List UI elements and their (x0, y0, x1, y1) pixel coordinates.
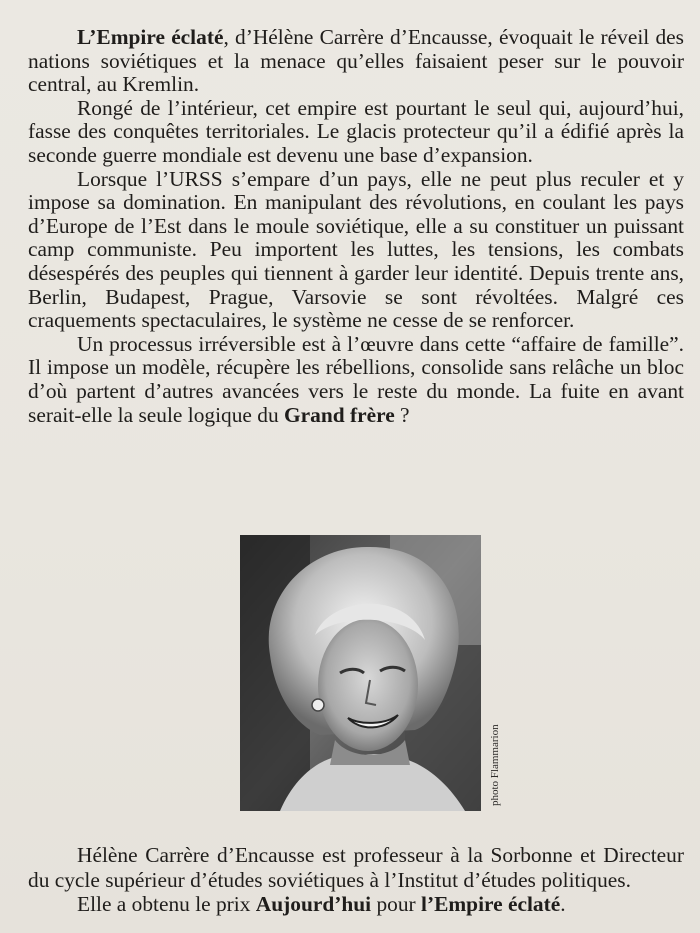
paragraph-3: Lorsque l’URSS s’empare d’un pays, elle ne peut plus reculer et y impose sa domination. En manipulant des révolutions, en coulant les pays d’Europe de l’Est dans le moule soviétique, elle a su constituer un puissant camp communiste. Peu importent les luttes, les tensions, les combats désespérés des peuples qui tiennent à garder leur identité. Depuis trente ans, Berlin, Budapest, Prague, Varsovie se sont révoltées. Malgré ces craquements spectaculaires, le système ne cesse de se renforcer. (28, 166, 684, 333)
book-title-bold: L’Empire éclaté (77, 25, 224, 49)
grand-frere-bold: Grand frère (284, 402, 395, 427)
paragraph-4-text: Un processus irréversible est à l’œuvre dans cette “affaire de famille”. Il impose un modèle, récupère les rébellions, consolide sans relâche un bloc d’où partent d’autres avancées vers le reste du monde. La fuite en avant serait-elle la seule logique du (28, 331, 684, 427)
author-bio (28, 843, 684, 917)
paragraph-1 (28, 26, 684, 97)
bio-prize-mid: pour (371, 892, 422, 916)
book-title-bold-2: l’Empire éclaté (421, 892, 561, 916)
author-portrait-photo (240, 535, 481, 811)
portrait-image (240, 535, 481, 811)
prize-name-bold: Aujourd’hui (255, 892, 372, 916)
paragraph-4 (28, 333, 684, 427)
paragraph-4-tail: ? (394, 402, 410, 427)
paragraph-1-text: , d’Hélène Carrère d’Encausse, évoquait le réveil des nations soviétiques et la menace qu’elles faisaient peser sur le pouvoir central, au Kremlin. (28, 25, 685, 97)
photo-credit: photo Flammarion (489, 724, 501, 806)
paragraph-2: Rongé de l’intérieur, cet empire est pourtant le seul qui, aujourd’hui, fasse des conquêtes territoriales. Le glacis protecteur qu’il a édifié après la seconde guerre mondiale est devenu une base d’expansion. (28, 95, 684, 167)
bio-paragraph-2 (28, 892, 684, 917)
bio-prize-pre: Elle a obtenu le prix (77, 892, 256, 916)
blurb-text (28, 26, 684, 427)
bio-prize-end: . (560, 892, 566, 916)
bio-paragraph-1: Hélène Carrère d’Encausse est professeur à la Sorbonne et Directeur du cycle supérieur d’études soviétiques à l’Institut d’études politiques. (28, 843, 684, 892)
